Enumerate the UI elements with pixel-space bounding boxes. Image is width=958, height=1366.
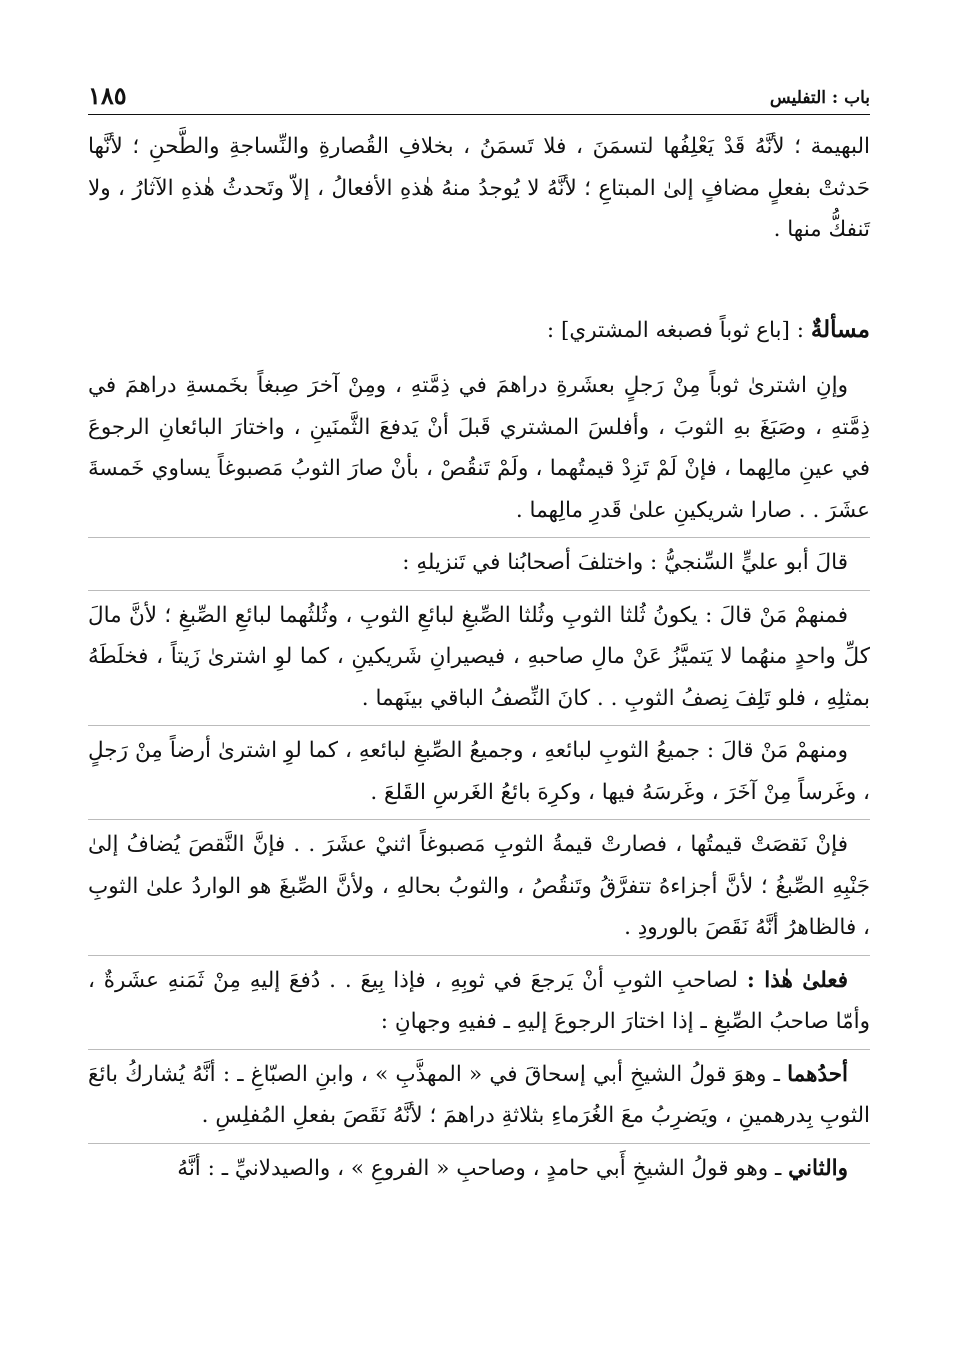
page-number: ١٨٥ [88,81,127,110]
paragraph-2: قالَ أبو عليٍّ السِّنجيُّ : واختلفَ أصحابُنا في تَنزيلهِ : [88,537,870,584]
paragraph-6-lead: فعلىٰ هٰذا : [746,967,848,993]
running-head: باب : التفليس [769,88,870,108]
paragraph-7-lead: أحدُهما [787,1061,848,1087]
paragraph-6 [88,955,870,1043]
paragraph-8-lead: والثاني [788,1155,848,1181]
paragraph-5: فإنْ نَقصَتْ قيمتُها ، فصارتْ قيمةُ الثوبِ مَصبوغاً اثنيْ عشَرَ . . فإنَّ النَّقصَ يُضافُ إلىٰ جَنْبِهِ الصِّبغُ ؛ لأنَّ أجزاءهُ تتفرَّقُ وتَنقُصُ ، والثوبُ بحالهِ ، ولأنَّ الصِّبغَ هو الواردُ علىٰ الثوبِ ، فالظاهرُ أنَّهُ نَقَصَ بالورودِ . [88,819,870,949]
masala-title: [باع ثوباً فصبغه المشتري] : [546,317,790,343]
page-header [88,78,870,115]
paragraph-8 [88,1143,870,1190]
page-body [88,126,870,1195]
opening-paragraph: البهيمة ؛ لأنَّهُ قَدْ يَعْلِفُها لتسمَنَ ، فلا تَسمَنُ ، بخلافِ القُصارةِ والنِّساجةِ والطَّحنِ ؛ لأنَّها حَدثتْ بفعلٍ مضافٍ إلىٰ المبتاعِ ؛ لأنَّهُ لا يُوجدُ منهُ هٰذهِ الأفعالُ ، إلاّ وتَحدثُ هٰذهِ الآثارُ ، ولا تَنفكُّ منها . [88,134,870,242]
paragraph-6-text: لصاحبِ الثوبِ أنْ يَرجعَ في ثوبِهِ ، فإذا بِيعَ . . دُفعَ إليهِ مِنْ ثَمَنهِ عشَرةٌ ، وأمّا صاحبُ الصِّبغِ ـ إذا اختارَ الرجوعَ إليهِ ـ ففيهِ وجهانِ : [88,967,870,1034]
paragraph-4: ومنهمْ مَنْ قالَ : جميعُ الثوبِ لبائعهِ ، وجميعُ الصِّبغِ لبائعهِ ، كما لوِ اشترىٰ أرضاً مِنْ رَجلٍ ، وغَرساً مِنْ آخَرَ ، وغَرسَهُ فيها ، وكرِهَ بائعُ الغَرسِ القَلعَ . [88,725,870,813]
masala-label: مسألةٌ [810,315,870,343]
paragraph-3: فمنهمْ مَنْ قالَ : يكونُ ثُلثا الثوبِ وثُلثا الصِّبغِ لبائعِ الثوبِ ، وثُلثُهما لبائعِ الصِّبغِ ؛ لأنَّ مالَ كلِّ واحدٍ منهُما لا يَتميَّزُ عَنْ مالِ صاحبهِ ، فيصيرانِ شَريكينِ ، كما لوِ اشترىٰ زَيتاً ، فخلَطَهُ بمثلِهِ ، فلو تَلِفَ نِصفُ الثوبِ . . كانَ النِّصفُ الباقي بينَهما . [88,590,870,720]
masala-heading [88,309,870,352]
paragraph-7 [88,1049,870,1137]
paragraph-8-text: ـ وهو قولُ الشيخِ أَبي حامدٍ ، وصاحبِ « الفروعِ » ، والصيدلانيِّ ـ : أنَّهُ [177,1155,789,1181]
paragraph-1: وإنِ اشترىٰ ثوباً مِنْ رَجلٍ بعشَرةِ دراهمَ في ذِمَّتهِ ، ومِنْ آخرَ صِبغاً بخَمسةِ دراهمَ في ذِمَّتهِ ، وصَبَغَ بهِ الثوبَ ، وأفلسَ المشتري قَبلَ أنْ يَدفعَ الثَّمنَينِ ، واختارَ البائعانِ الرجوعَ في عينِ مالِهما ، فإنْ لَمْ تَزِدْ قيمتُهما ، ولَمْ تَنقُصْ ، بأنْ صارَ الثوبُ مَصبوغاً يساوي خَمسةَ عشَرَ . . صارا شريكينِ علىٰ قَدرِ مالِهما . [88,373,870,523]
paragraph-7-text: ـ وهوَ قولُ الشيخِ أبي إسحاقَ في « المهذَّبِ » ، وابنِ الصبّاغِ ـ : أنَّهُ يُشاركُ بائعَ الثوبِ بِدرهمينِ ، ويَضرِبُ معَ الغُرَماءِ بثلاثةِ دراهمَ ؛ لأنَّهُ نَقَصَ بفعلِ المُفلِسِ . [88,1061,870,1128]
masala-separator: : [789,317,811,343]
